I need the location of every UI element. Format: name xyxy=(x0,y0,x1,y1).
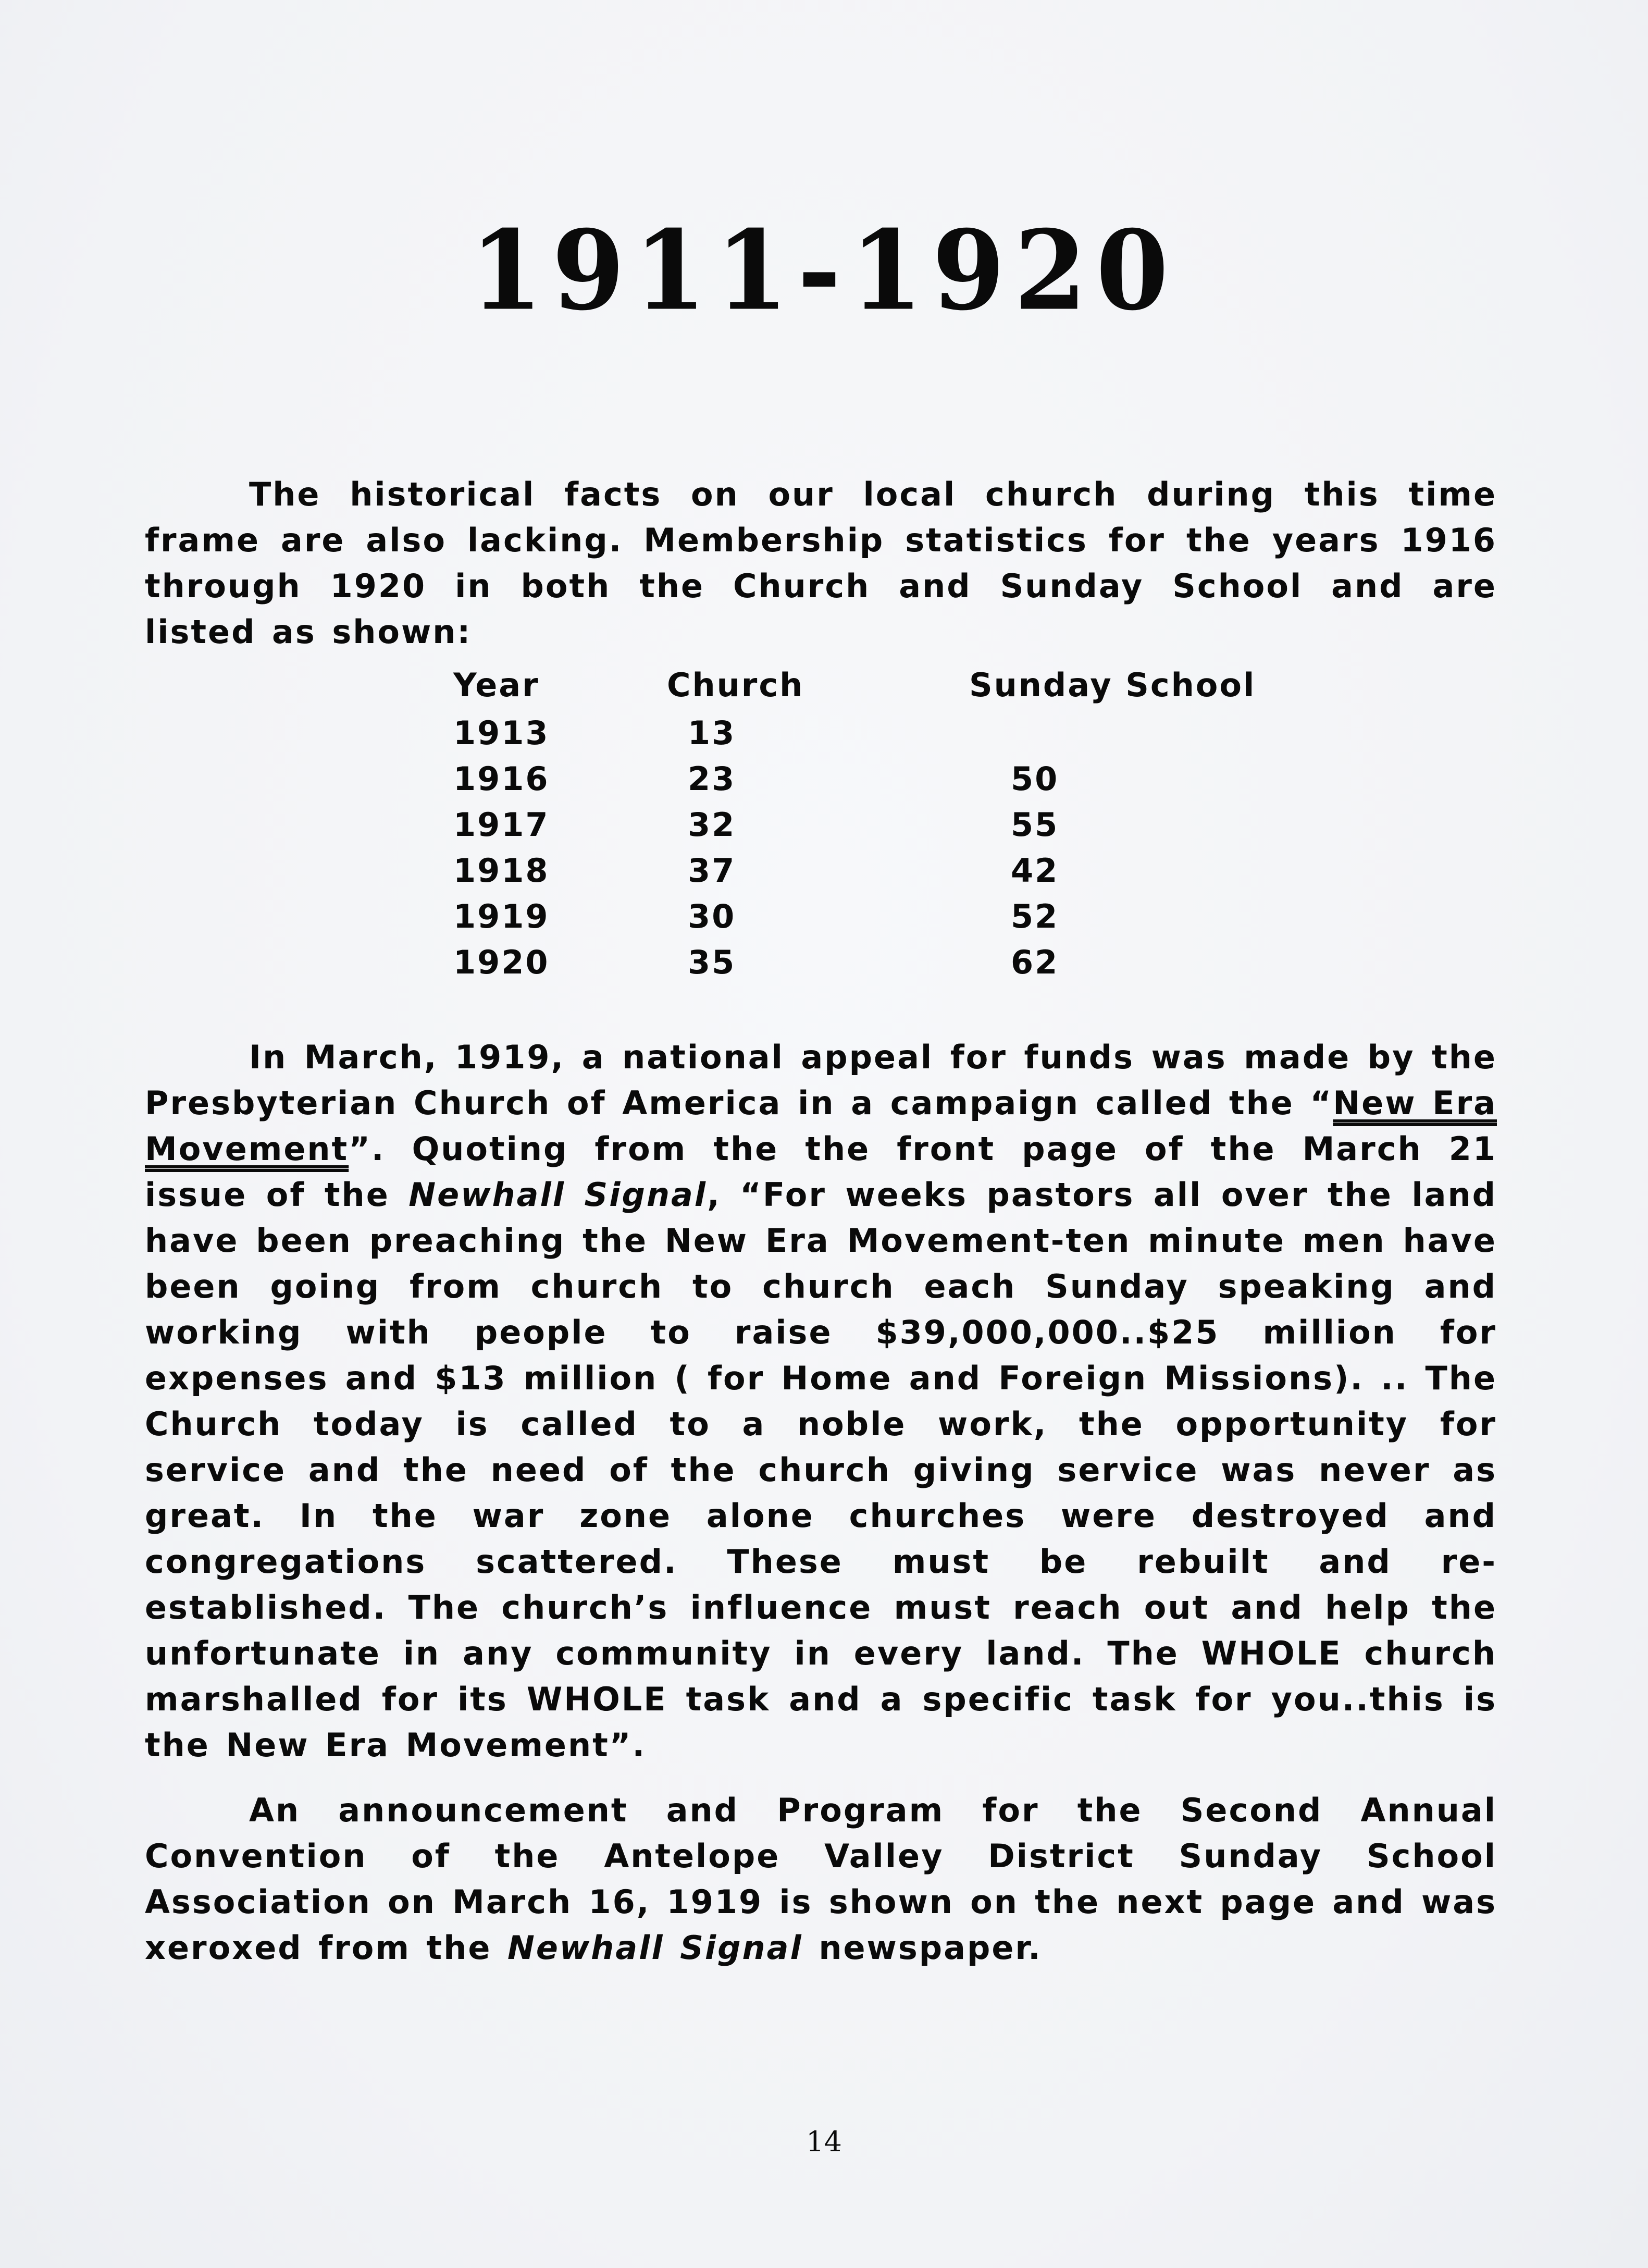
paragraph-new-era xyxy=(145,1034,1497,1768)
table-row xyxy=(453,710,1282,756)
cell-year: 1920 xyxy=(453,943,550,981)
paragraph-announcement-text xyxy=(145,1788,1497,1971)
page-title: 1911-1920 xyxy=(470,206,1178,335)
quote-text: , “For weeks pastors all over the land have been preaching the New Era Movement-ten minute men have been going from church to church each Sunday speaking and working with people to raise $39,000,000..$25 million for expenses and $13 million ( for Home and Foreign Missions). .. The Church today is called to a noble work, the opportunity for service and the need of the church giving service was never as great. In the war zone alone churches were destroyed and congregations scattered. These must be rebuilt and re-established. The church’s influence must reach out and help the unfortunate in any community in every land. The WHOLE church marshalled for its WHOLE task and a specific task for you..this is the New Era Movement”. xyxy=(145,1176,1497,1764)
cell-year: 1916 xyxy=(453,759,550,798)
cell-church: 35 xyxy=(688,943,736,981)
header-year: Year xyxy=(453,665,540,704)
header-sunday-school: Sunday School xyxy=(969,665,1256,704)
table-row xyxy=(453,847,1282,893)
header-church: Church xyxy=(667,665,804,704)
table-row xyxy=(453,893,1282,939)
page-number: 14 xyxy=(806,2125,842,2158)
newspaper-name: Newhall Signal xyxy=(507,1929,803,1967)
cell-sunday-school: 52 xyxy=(1011,897,1059,935)
cell-year: 1913 xyxy=(453,713,550,752)
cell-church: 13 xyxy=(688,713,736,752)
text-run: An announcement and Program for the Second Annual Convention of the Antelope Valley District Sunday School Association on March 16, 1919 is shown on the next page and was xeroxed from the xyxy=(145,1791,1497,1967)
cell-year: 1918 xyxy=(453,851,550,890)
text-run: ”. Quoting from the the front page of the March 21 issue of the xyxy=(145,1130,1497,1214)
newspaper-name: Newhall Signal xyxy=(408,1176,708,1214)
cell-sunday-school: 62 xyxy=(1011,943,1059,981)
text-run: In March, 1919, a national appeal for funds was made by the Presbyterian Church of America in a campaign called the “ xyxy=(145,1038,1497,1122)
paragraph-announcement xyxy=(145,1788,1497,1971)
cell-sunday-school: 55 xyxy=(1011,805,1059,844)
membership-table xyxy=(453,662,1282,985)
paragraph-intro-text: The historical facts on our local church during this time frame are also lacking. Membership statistics for the years 1916 through 1920 in both the Church and Sunday School and are listed as shown: xyxy=(145,475,1497,651)
cell-year: 1917 xyxy=(453,805,550,844)
cell-church: 37 xyxy=(688,851,736,890)
cell-church: 23 xyxy=(688,759,736,798)
underlined-title: New Era Movement xyxy=(145,1084,1497,1168)
table-row xyxy=(453,802,1282,847)
table-row xyxy=(453,756,1282,802)
cell-sunday-school: 42 xyxy=(1011,851,1059,890)
cell-sunday-school: 50 xyxy=(1011,759,1059,798)
cell-church: 30 xyxy=(688,897,736,935)
text-run: newspaper. xyxy=(802,1929,1042,1967)
paragraph-new-era-text xyxy=(145,1034,1497,1768)
cell-year: 1919 xyxy=(453,897,550,935)
cell-church: 32 xyxy=(688,805,736,844)
table-header-row xyxy=(453,662,1282,708)
table-row xyxy=(453,939,1282,985)
paragraph-intro xyxy=(145,472,1497,655)
